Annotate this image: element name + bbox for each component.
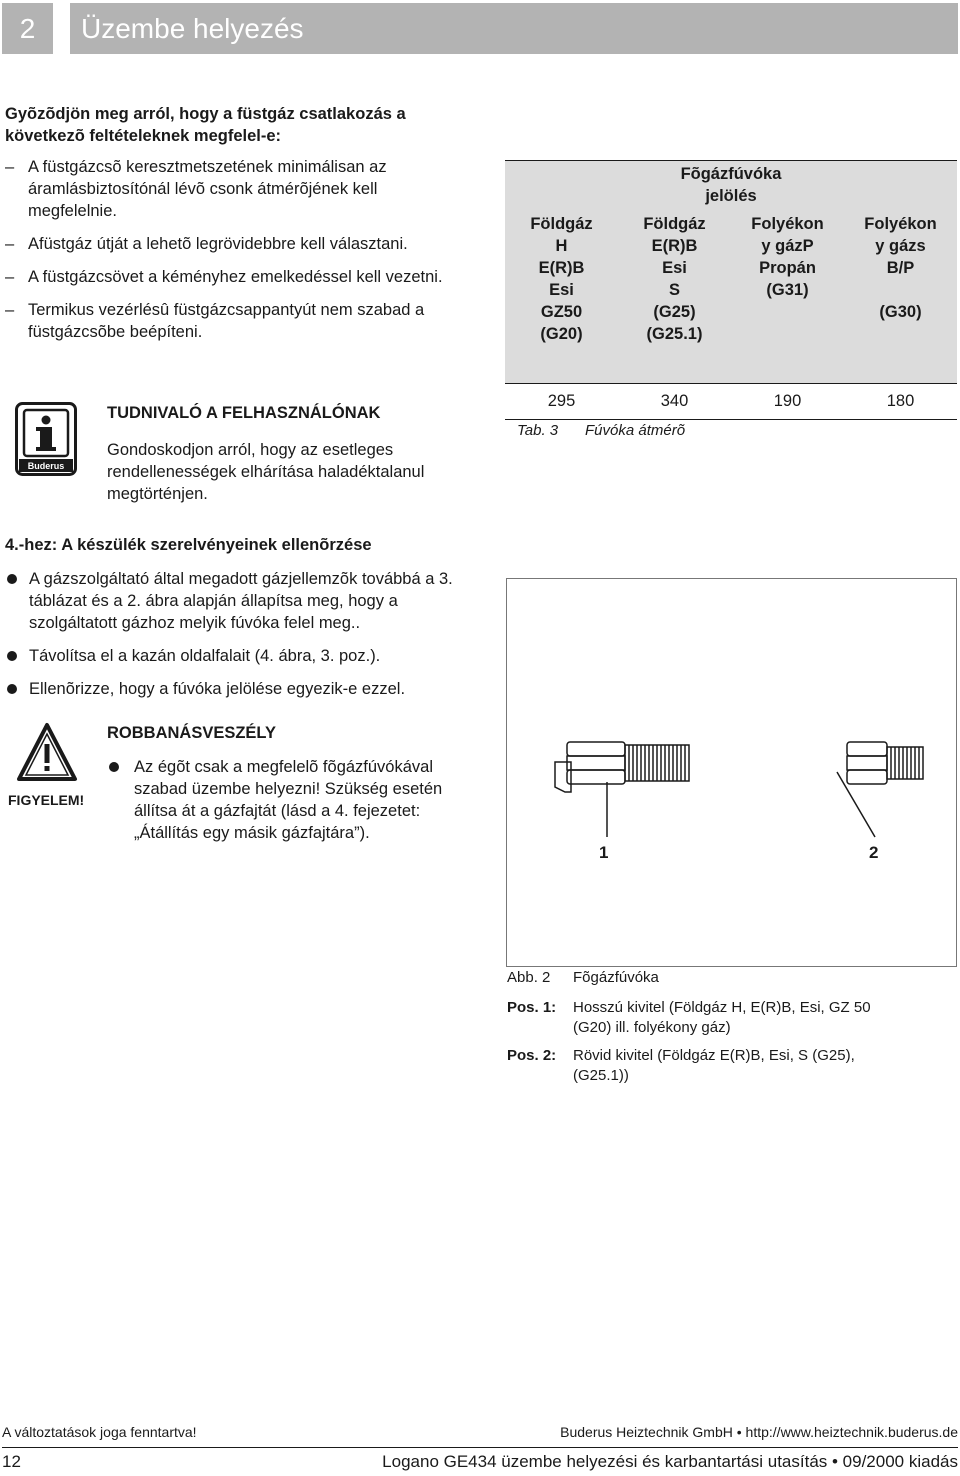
table-main-header: Fõgázfúvóka jelölés — [505, 161, 957, 214]
nozzle-table — [505, 160, 957, 420]
buderus-logo-text: Buderus — [27, 461, 65, 471]
warning-icon-label: FIGYELEM! — [8, 792, 85, 808]
table-col-header: Földgáz E(R)B Esi S (G25) (G25.1) — [618, 213, 731, 384]
page-number: 12 — [2, 1452, 21, 1471]
section-steps — [5, 568, 453, 711]
intro-heading: Gyõzõdjön meg arról, hogy a füstgáz csatlakozás a következõ feltételeknek megfelel-e: — [5, 105, 406, 145]
table-col-header: Folyékon y gázs B/P (G30) — [844, 213, 957, 384]
table-caption-label: Tab. 3 — [517, 422, 559, 439]
pos2-text: Rövid kivitel (Földgáz E(R)B, Esi, S (G25), (G25.1)) — [573, 1047, 855, 1084]
figure-caption-label: Abb. 2 — [507, 969, 551, 986]
chapter-title: Üzembe helyezés — [70, 3, 958, 54]
document-title: Logano GE434 üzembe helyezési és karbantartási utasítás • 09/2000 kiadás — [382, 1452, 958, 1471]
footer-right-note: Buderus Heiztechnik GmbH • http://www.heiztechnik.buderus.de — [560, 1424, 958, 1440]
step-item: Távolítsa el a kazán oldalfalait (4. ábra, 3. poz.). — [5, 645, 453, 667]
step-item: A gázszolgáltató által megadott gázjellemzõk továbbá a 3. táblázat és a 2. ábra alapján állapítsa meg, hogy a szolgáltatott gázhoz melyik fúvóka felel meg.. — [5, 568, 453, 634]
warning-item: Az égõt csak a megfelelõ fõgázfúvókával szabad üzembe helyezni! Szükség esetén állítsa át a gázfajtát (lásd a 4. fejezetet: „Átállítás egy másik gázfajtára”). — [107, 756, 452, 844]
table-cell: 340 — [618, 384, 731, 420]
table-col-header: Földgáz H E(R)B Esi GZ50 (G20) — [505, 213, 618, 384]
info-icon — [15, 402, 77, 476]
table-caption-text: Fúvóka átmérõ — [585, 422, 686, 439]
table-row — [505, 384, 957, 420]
nozzle-figure — [506, 578, 957, 967]
warning-icon — [16, 722, 78, 782]
pos1-label: Pos. 1: — [507, 999, 557, 1016]
note-text: Gondoskodjon arról, hogy az esetleges rendellenességek elhárítása haladéktalanul megtörténjen. — [107, 441, 425, 503]
table-col-header: Folyékon y gázP Propán (G31) — [731, 213, 844, 384]
requirement-item: – A füstgázcsövet a kéményhez emelkedéssel kell vezetni. — [5, 266, 465, 288]
bullet-icon — [7, 651, 17, 661]
warning-title: ROBBANÁSVESZÉLY — [107, 724, 277, 742]
footer-left-note: A változtatások joga fenntartva! — [2, 1424, 197, 1440]
note-title: TUDNIVALÓ A FELHASZNÁLÓNAK — [107, 404, 381, 422]
bullet-icon — [109, 762, 119, 772]
section-heading: 4.-hez: A készülék szerelvényeinek ellenõrzése — [5, 536, 372, 554]
requirement-item: – Termikus vezérlésû füstgázcsappantyút nem szabad a füstgázcsõbe beépíteni. — [5, 299, 465, 343]
pos2-label: Pos. 2: — [507, 1047, 557, 1064]
nozzle-drawing — [507, 579, 956, 966]
table-header-row — [505, 213, 957, 384]
figure-label-2: 2 — [869, 843, 879, 862]
footer-divider — [2, 1447, 958, 1448]
requirements-list — [5, 156, 465, 354]
figure-label-1: 1 — [599, 843, 609, 862]
chapter-number: 2 — [2, 3, 53, 54]
pos1-text: Hosszú kivitel (Földgáz H, E(R)B, Esi, GZ 50 (G20) ill. folyékony gáz) — [573, 999, 871, 1036]
requirement-item: – A füstgázcsõ keresztmetszetének minimálisan az áramlásbiztosítónál lévõ csonk átmérõjének kell megfelelnie. — [5, 156, 465, 222]
warning-text — [107, 756, 452, 855]
bullet-icon — [7, 684, 17, 694]
step-item: Ellenõrizze, hogy a fúvóka jelölése egyezik-e ezzel. — [5, 678, 453, 700]
bullet-icon — [7, 574, 17, 584]
table-cell: 295 — [505, 384, 618, 420]
table-cell: 180 — [844, 384, 957, 420]
table-cell: 190 — [731, 384, 844, 420]
requirement-item: – Afüstgáz útját a lehetõ legrövidebbre kell választani. — [5, 233, 465, 255]
figure-caption-text: Fõgázfúvóka — [573, 969, 659, 986]
